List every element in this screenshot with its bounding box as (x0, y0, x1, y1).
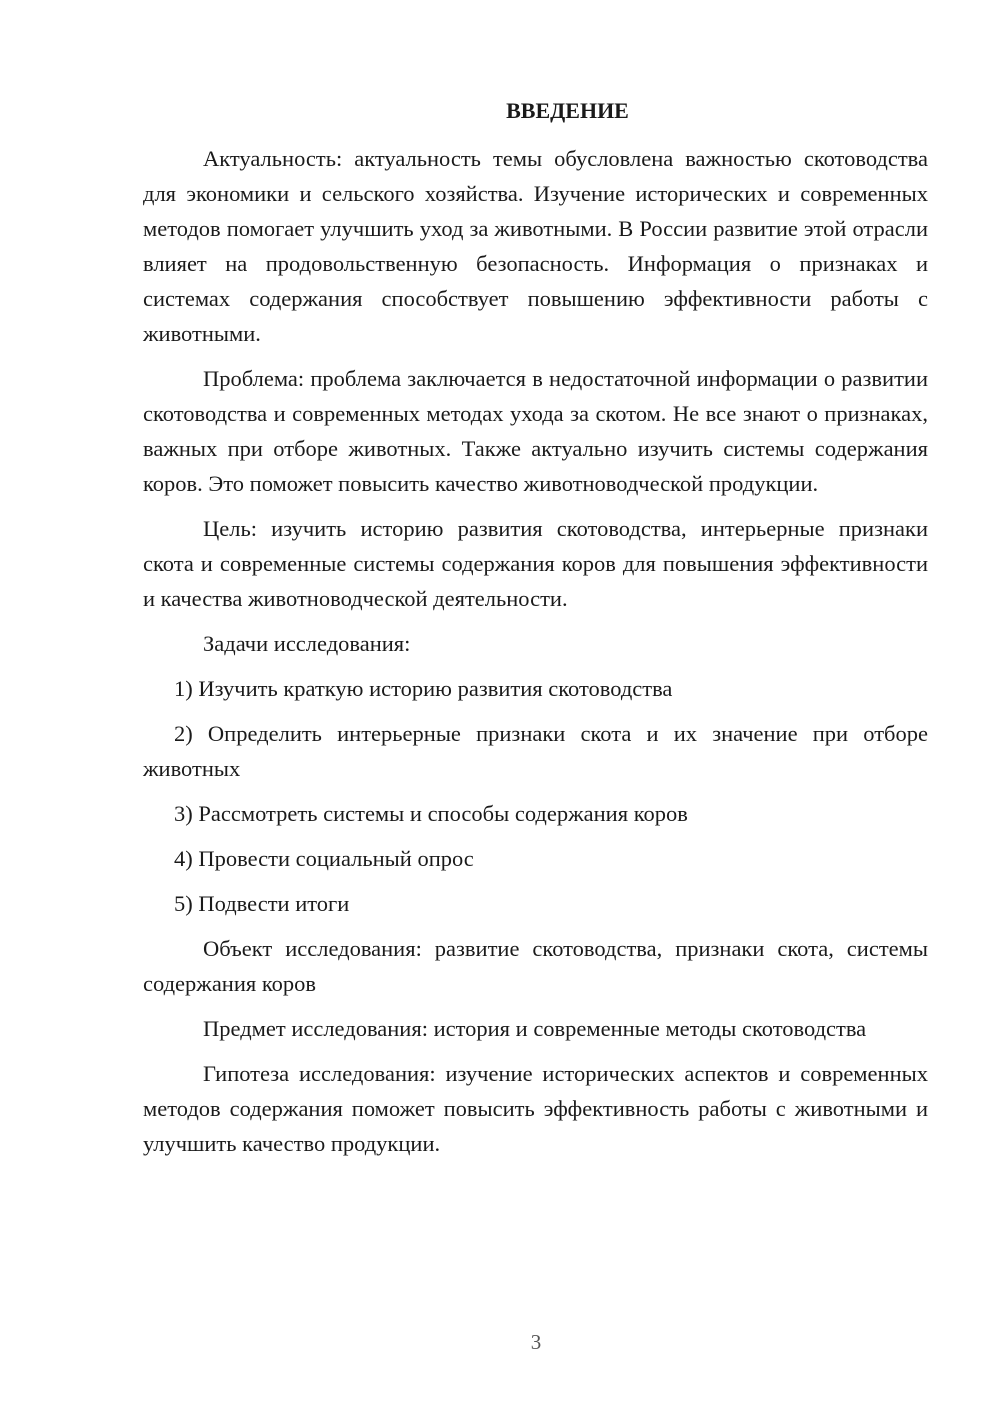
paragraph-subject: Предмет исследования: история и современные методы скотоводства (203, 1016, 867, 1041)
document-page (143, 94, 928, 1171)
paragraph-goal: Цель: изучить историю развития скотоводства, интерьерные признаки скота и современные системы содержания коров для повышения эффективности и качества животноводческой деятельности. (143, 516, 928, 611)
page-number: 3 (530, 1330, 542, 1354)
task-item-3: 3) Рассмотреть системы и способы содержания коров (174, 801, 688, 826)
section-heading: ВВЕДЕНИЕ (506, 98, 629, 123)
tasks-title: Задачи исследования: (203, 631, 411, 656)
task-item-1: 1) Изучить краткую историю развития скотоводства (174, 676, 673, 701)
task-item-5: 5) Подвести итоги (174, 891, 350, 916)
paragraph-relevance: Актуальность: актуальность темы обусловлена важностью скотоводства для экономики и сельского хозяйства. Изучение исторических и современных методов помогает улучшить уход за животными. В России развитие этой отрасли влияет на продовольственную безопасность. Информация о признаках и системах содержания способствует повышению эффективности работы с животными. (143, 146, 928, 346)
task-item-2: 2) Определить интерьерные признаки скота и их значение при отборе животных (143, 721, 928, 781)
task-item-4: 4) Провести социальный опрос (174, 846, 474, 871)
paragraph-object: Объект исследования: развитие скотоводства, признаки скота, системы содержания коров (143, 936, 928, 996)
paragraph-problem: Проблема: проблема заключается в недостаточной информации о развитии скотоводства и современных методах ухода за скотом. Не все знают о признаках, важных при отборе животных. Также актуально изучить системы содержания коров. Это поможет повысить качество животноводческой продукции. (143, 366, 928, 496)
paragraph-hypothesis: Гипотеза исследования: изучение исторических аспектов и современных методов содержания поможет повысить эффективность работы с животными и улучшить качество продукции. (143, 1061, 928, 1156)
